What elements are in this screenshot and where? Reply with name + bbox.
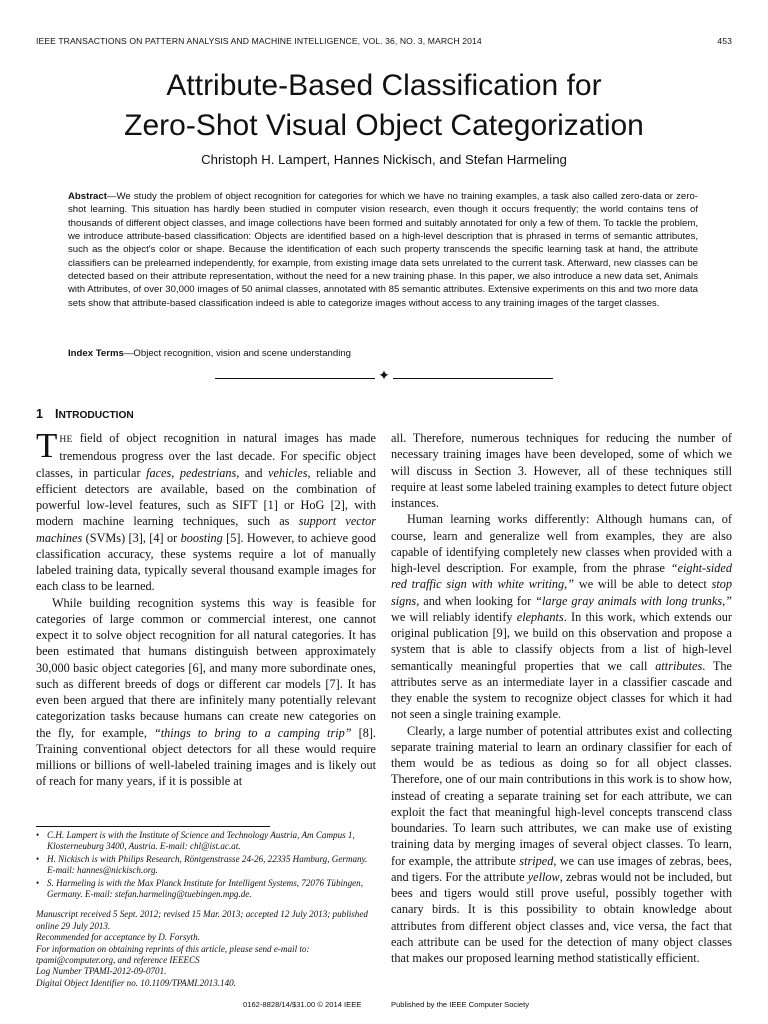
text-run: [5]. However, to achieve good classification accuracy, these systems require a lot of manually labeled training data, typically several thousand example images for each class to be learned. <box>36 530 377 594</box>
emphasis: vehicles <box>268 465 308 480</box>
paragraph: all. Therefore, numerous techniques for reducing the number of necessary training images have been developed, some of which we will discuss in Section 3. However, all of these techniques still require at least some labeled training examples to detect future object instances. <box>391 431 732 510</box>
emphasis: faces <box>146 465 172 480</box>
emphasis: elephants <box>516 609 564 624</box>
section-title-initial: I <box>55 407 59 421</box>
drop-cap: T <box>36 426 58 465</box>
text-run: (SVMs) [3], [4] or <box>82 530 181 545</box>
running-header <box>36 36 732 50</box>
manuscript-dates: Manuscript received 5 Sept. 2012; revised 15 Mar. 2013; accepted 12 July 2013; published online 29 July 2013. <box>36 909 368 931</box>
index-terms <box>68 348 698 359</box>
emphasis: support vector machines <box>36 514 377 545</box>
section-number: 1 <box>36 407 44 421</box>
section-heading <box>36 407 134 421</box>
bullet-icon: • <box>36 877 40 888</box>
small-caps-lead: HE <box>59 434 73 445</box>
text-run: , reliable and efficient detectors are available, based on the combination of powerful low-level features, such as SIFT [1] or HoG [2], with modern machine learning techniques, such as <box>36 465 377 529</box>
divider-ornament-icon: ✦ <box>375 367 393 387</box>
text-run: . In this work, which extends our original publication [9], we build on this observation and propose a system that is able to classify objects from a list of high-level semantically meaningful properties that we call <box>391 609 732 673</box>
text-run: , zebras would not be included, but bees and tigers would still prove useful, possibly together with canary birds. It is this possibility to obtain knowledge about attributes from different object classes and, vice versa, the fact that each attribute can be used for the detection of many object classes that makes our proposed learning method statistically efficient. <box>391 869 732 965</box>
text-run: , and <box>236 465 269 480</box>
paragraph <box>36 595 376 790</box>
text-run: , and when looking for <box>416 593 536 608</box>
body-column-right <box>391 430 732 966</box>
paragraph <box>36 426 377 595</box>
copyright-line: 0162-8828/14/$31.00 © 2014 IEEE <box>243 1000 362 1009</box>
recommended-by: Recommended for acceptance by D. Forsyth. <box>36 932 200 943</box>
abstract <box>68 190 698 310</box>
footnotes <box>36 830 376 989</box>
affiliation-item <box>36 854 376 877</box>
emphasis: boosting <box>180 530 223 545</box>
text-run: , we can use images of zebras, bees, and tigers. For the attribute <box>391 853 732 884</box>
publication-metadata <box>36 909 376 989</box>
text-run: we will reliably identify <box>391 609 517 624</box>
index-terms-text: —Object recognition, vision and scene understanding <box>123 348 352 359</box>
emphasis: “large gray animals with long trunks,” <box>535 593 732 608</box>
page-number: 453 <box>717 36 732 46</box>
doi: Digital Object Identifier no. 10.1109/TPAMI.2013.140. <box>36 977 236 988</box>
text-run: field of object recognition in natural images has made tremendous progress over the last decade. For specific object classes, in particular <box>36 431 376 480</box>
paragraph <box>391 511 732 722</box>
text-run: [8]. Training conventional object detectors for all these would require millions or billions of well-labeled training images and is likely out of reach for many years, if it is possible at <box>36 725 376 789</box>
body-column-left <box>36 426 377 790</box>
author-list: Christoph H. Lampert, Hannes Nickisch, and Stefan Harmeling <box>201 152 567 167</box>
emphasis: “eight-sided red traffic sign with white writing,” <box>391 561 732 592</box>
paper-title-line-2: Zero-Shot Visual Object Categorization <box>124 109 644 142</box>
emphasis: attributes <box>655 658 703 673</box>
paper-title <box>36 66 732 146</box>
emphasis: yellow <box>527 869 560 884</box>
index-terms-label: Index Terms <box>68 348 124 359</box>
bullet-icon: • <box>36 830 40 840</box>
paragraph <box>391 723 732 967</box>
abstract-text: —We study the problem of object recognition for categories for which we have no training examples, a task also called zero-data or zero-shot learning. This situation has hardly been studied in computer vision research, even though it occurs frequently; the world contains tens of thousands of different object classes, and image collections have been formed and suitably annotated for only a few of them. To tackle the problem, we introduce attribute-based classification: Objects are identified based on a high-level description that is phrased in terms of semantic attributes, such as the object's color or shape. Because the identification of each such property transcends the specific learning task at hand, the attribute classifiers can be prelearned independently, for example, from existing image data sets unrelated to the current task. Afterward, new classes can be detected based on their attribute representation, without the need for a new training phase. In this paper, we also introduce a new data set, Animals with Attributes, of over 30,000 images of 50 animal classes, annotated with 85 semantic attributes. Extensive experiments on this and two more data sets show that attribute-based classification indeed is able to categorize images without access to any training images of the target classes. <box>68 191 698 309</box>
text-run: Clearly, a large number of potential attributes exist and collecting separate training material to learn an ordinary classifier for each of them would be as tedious as doing so for all object classes. Therefore, one of our main contributions in this work is to show how, instead of creating a separate training set for each attribute, we can exploit the fact that meaningful high-level concepts transcend class boundaries. To learn such attributes, we can make use of existing training data by merging images of several object classes. To learn, for example, the attribute <box>391 723 732 868</box>
bullet-icon: • <box>36 853 40 864</box>
reprint-info: For information on obtaining reprints of this article, please send e-mail to: tpami@computer.org, and reference IEEECS <box>36 943 310 966</box>
emphasis: stop signs <box>391 577 733 608</box>
text-run: . The attributes serve as an intermediate layer in a classifier cascade and they enable the system to recognize object classes for which it had not seen a single training example. <box>391 658 732 722</box>
affiliation-list <box>36 830 376 900</box>
emphasis: pedestrians <box>179 465 237 480</box>
text-run: While building recognition systems this way is feasible for categories of large common or commercial interest, one cannot expect it to solve object recognition for all natural categories. It has been estimated that humans distinguish between approximately 30,000 basic object categories [6], and many more subordinate ones, such as different breeds of dogs or different car models [7]. It has even been argued that there are infinitely many potentially relevant categorization tasks because humans can create new categories on the fly, for example, <box>36 595 376 740</box>
text-run: Human learning works differently: Although humans can, of course, learn and generalize well from examples, they are also capable of identifying completely new classes when provided with a high-level description. For example, from the phrase <box>391 512 732 575</box>
emphasis: “things to bring to a camping trip” <box>153 725 352 740</box>
abstract-label: Abstract <box>68 191 107 202</box>
affiliation-item <box>36 878 376 901</box>
section-title-rest: NTRODUCTION <box>58 410 134 421</box>
text-run: , <box>171 465 180 480</box>
affiliation-text: H. Nickisch is with Philips Research, Röntgenstrasse 24-26, 22335 Hamburg, Germany. E-mail: hannes@nickisch.org. <box>47 853 368 876</box>
affiliation-text: C.H. Lampert is with the Institute of Science and Technology Austria, Am Campus 1, Klosterneuburg 3400, Austria. E-mail: chl@ist.ac.at. <box>47 830 355 852</box>
emphasis: striped <box>519 853 554 868</box>
affiliation-item <box>36 830 376 853</box>
text-run: we will be able to detect <box>574 577 712 592</box>
log-number: Log Number TPAMI-2012-09-0701. <box>36 966 167 977</box>
affiliation-text: S. Harmeling is with the Max Planck Institute for Intelligent Systems, 72076 Tübingen, Germany. E-mail: stefan.harmeling@tuebingen.mpg.de. <box>47 877 363 900</box>
publisher-line: Published by the IEEE Computer Society <box>391 1000 530 1009</box>
paper-title-line-1: Attribute-Based Classification for <box>166 69 602 102</box>
journal-name: IEEE TRANSACTIONS ON PATTERN ANALYSIS AND MACHINE INTELLIGENCE, VOL. 36, NO. 3, MARCH 2014 <box>36 36 482 46</box>
footnote-rule <box>36 826 270 827</box>
